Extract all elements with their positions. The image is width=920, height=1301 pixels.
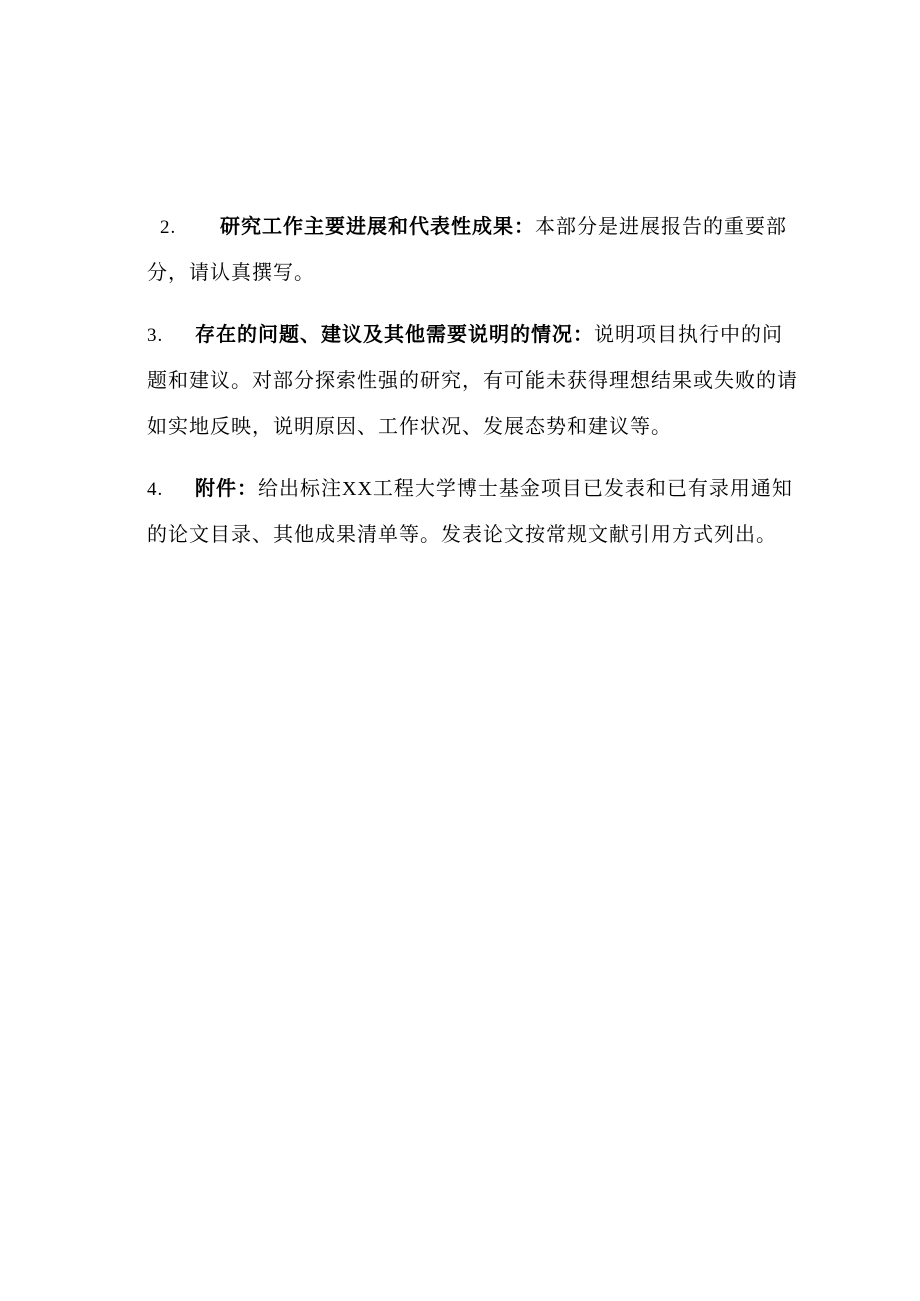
item-3 <box>147 311 798 449</box>
item-4-text-latin: XX <box>342 478 373 500</box>
item-2-line-1 <box>147 203 787 249</box>
item-2-text: 本部分是进展报告的重要部 <box>535 214 787 238</box>
item-4-line-1 <box>147 465 793 511</box>
item-4-heading: 附件： <box>195 476 258 500</box>
item-3-text: 说明项目执行中的问 <box>594 322 783 346</box>
item-3-line-3: 如实地反映，说明原因、工作状况、发展态势和建议等。 <box>147 414 672 438</box>
item-4-line-2: 的论文目录、其他成果清单等。发表论文按常规文献引用方式列出。 <box>147 522 777 546</box>
item-3-number: 3. <box>147 325 164 346</box>
item-2-number: 2. <box>160 217 177 238</box>
item-4 <box>147 465 793 557</box>
item-2-heading: 研究工作主要进展和代表性成果： <box>220 214 535 238</box>
item-4-number: 4. <box>147 479 164 500</box>
item-2-line-2: 分，请认真撰写。 <box>147 260 315 284</box>
item-3-line-1 <box>147 311 787 357</box>
item-3-heading: 存在的问题、建议及其他需要说明的情况： <box>195 322 594 346</box>
item-2 <box>147 203 787 295</box>
item-4-text: 工程大学博士基金项目已发表和已有录用通知 <box>372 476 793 500</box>
item-3-line-2: 题和建议。对部分探索性强的研究，有可能未获得理想结果或失败的请 <box>147 368 798 392</box>
item-4-text-pre: 给出标注 <box>258 476 342 500</box>
